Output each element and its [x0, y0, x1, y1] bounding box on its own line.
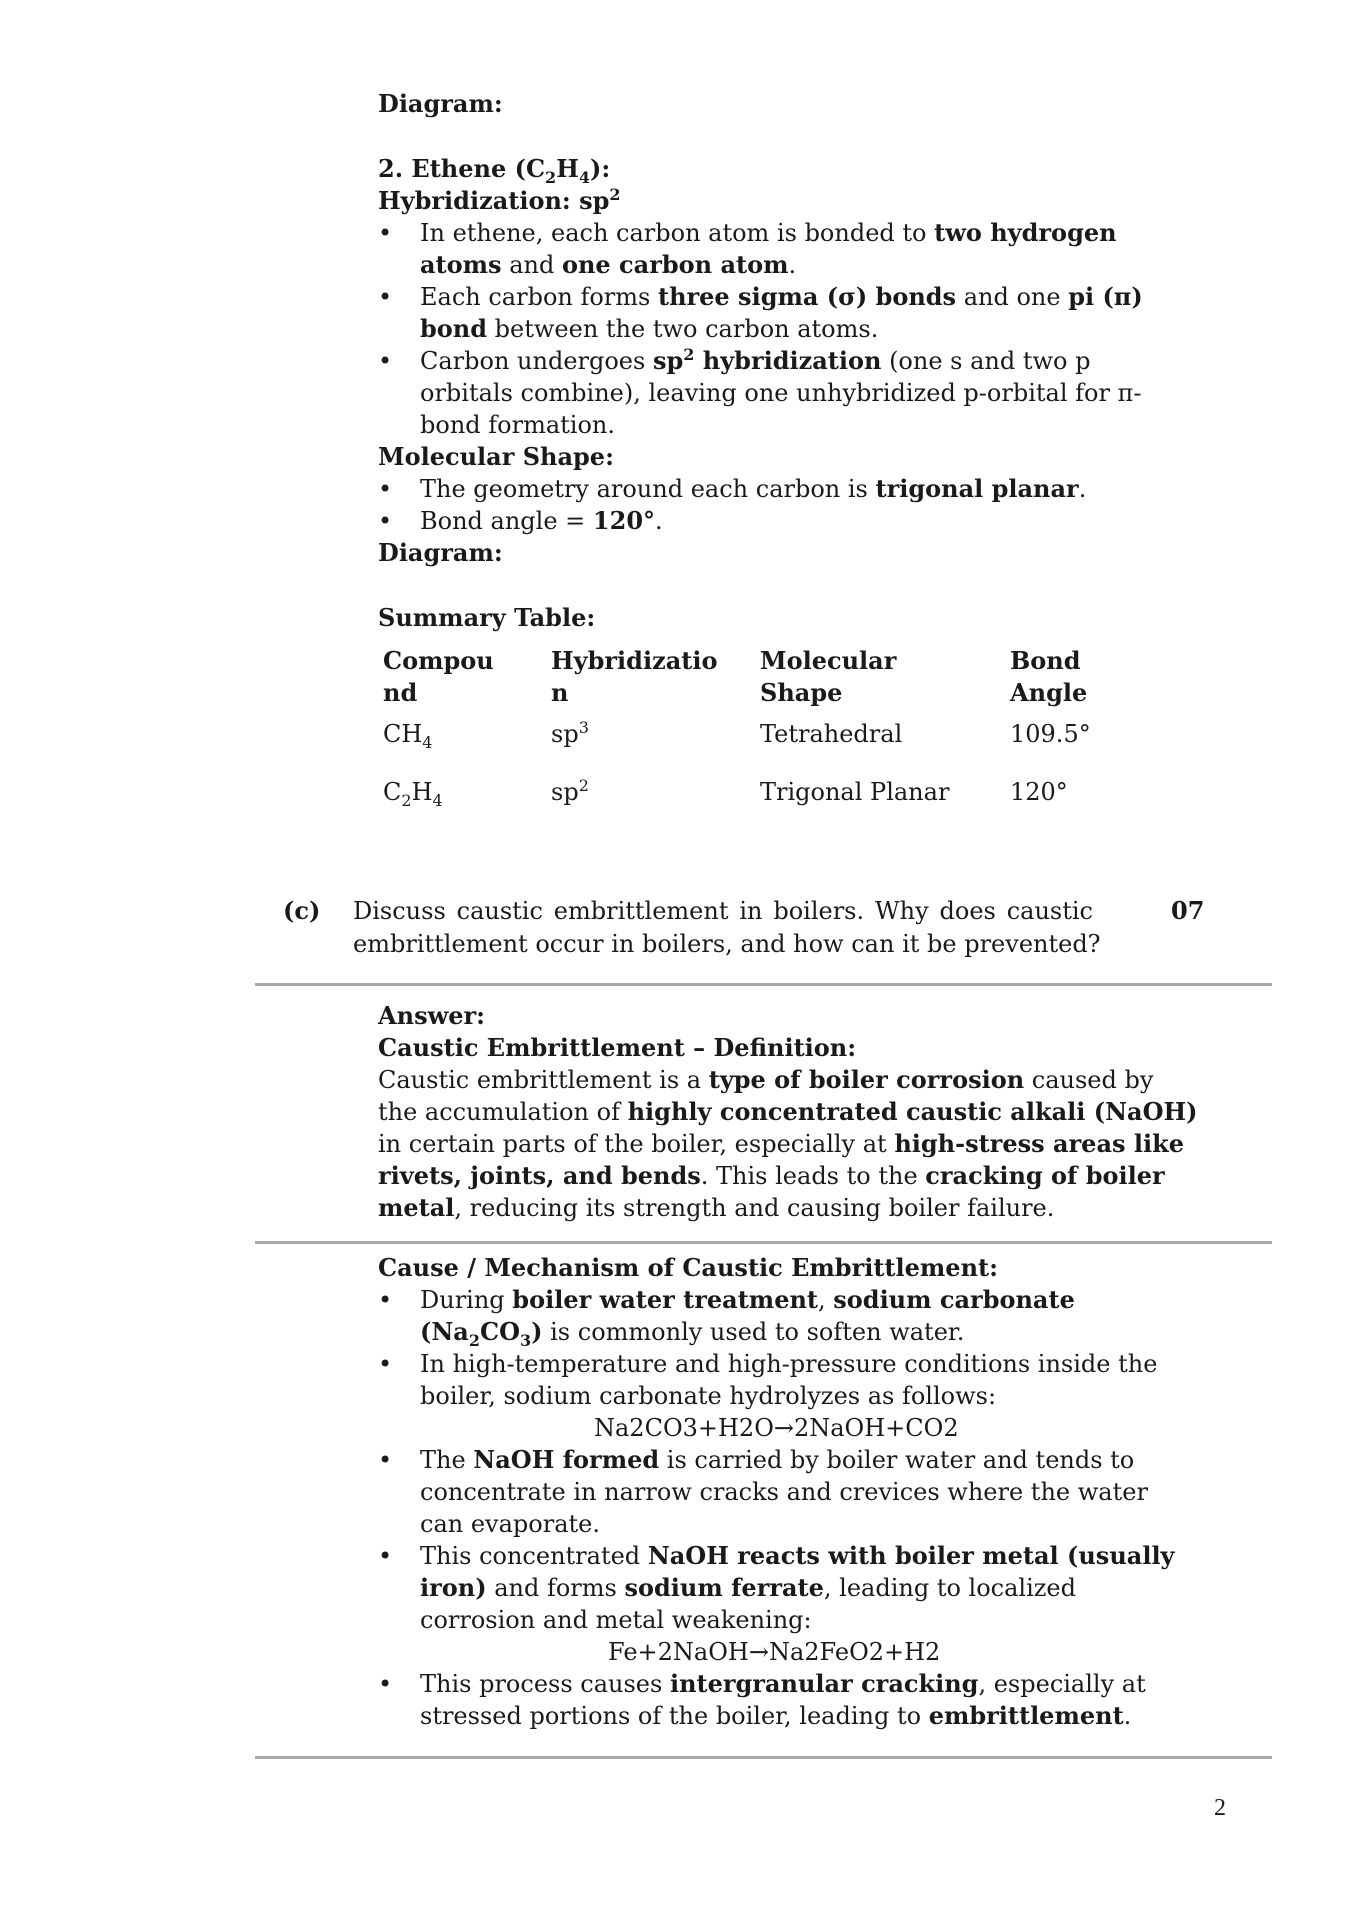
diagram-label: Diagram: — [378, 538, 503, 567]
cause-section — [378, 1248, 1278, 1748]
equation-2: Fe+2NaOH→Na2FeO2+H2 — [608, 1638, 941, 1666]
table-cell-compound: $CH_4$ — [383, 720, 433, 752]
bullet-icon: • — [378, 219, 393, 247]
bullet-icon: • — [378, 507, 393, 535]
bullet-icon: • — [378, 475, 393, 503]
summary-table-section — [378, 600, 1278, 820]
cause-bullet-5-line-1: This process causes intergranular cracking, especially at — [420, 1669, 1146, 1698]
definition-heading: Caustic Embrittlement – Definition: — [378, 1033, 857, 1062]
equation-1: Na2CO3+H2O→2NaOH+CO2 — [594, 1414, 959, 1442]
question-line-2: embrittlement occur in boilers, and how can it be prevented? — [353, 930, 1101, 958]
definition-line-1: Caustic embrittlement is a type of boiler corrosion caused by — [378, 1065, 1154, 1094]
ethene-bullet-1-line-2: atoms and one carbon atom. — [420, 250, 797, 279]
divider — [255, 1241, 1272, 1244]
answer-section — [378, 990, 1278, 1220]
table-cell-compound: $C_2H_4$ — [383, 778, 443, 810]
shape-bullet-1: The geometry around each carbon is trigonal planar. — [420, 474, 1087, 503]
divider — [255, 983, 1272, 986]
ethene-bullet-2-line-2: bond between the two carbon atoms. — [420, 314, 879, 343]
answer-label: Answer: — [378, 1001, 486, 1030]
table-cell-hybridization: $sp^3$ — [551, 718, 589, 748]
ethene-section — [378, 0, 1278, 590]
cause-bullet-1-line-2: $(Na_2CO_3)$ is commonly used to soften water. — [420, 1317, 965, 1350]
table-cell-angle: 109.5° — [1010, 720, 1091, 748]
bullet-icon: • — [378, 1670, 393, 1698]
cause-bullet-3-line-3: can evaporate. — [420, 1510, 600, 1538]
table-header-angle: Bond Angle — [1010, 646, 1088, 707]
table-cell-angle: 120° — [1010, 778, 1068, 806]
question-row — [0, 895, 1358, 975]
bullet-icon: • — [378, 1542, 393, 1570]
hybridization-label: Hybridization: $sp^2$ — [378, 185, 621, 215]
definition-line-2: the accumulation of highly concentrated caustic alkali (NaOH) — [378, 1097, 1198, 1126]
ethene-bullet-3-line-3: bond formation. — [420, 411, 615, 439]
table-cell-shape: Trigonal Planar — [760, 778, 950, 806]
summary-title: Summary Table: — [378, 603, 596, 632]
definition-line-3: in certain parts of the boiler, especially at high-stress areas like — [378, 1129, 1184, 1158]
question-label: (c) — [283, 896, 321, 925]
definition-line-4: rivets, joints, and bends. This leads to the cracking of boiler — [378, 1161, 1165, 1190]
shape-bullet-2: Bond angle = 120°. — [420, 506, 663, 535]
definition-line-5: metal, reducing its strength and causing boiler failure. — [378, 1193, 1055, 1222]
cause-bullet-4-line-1: This concentrated NaOH reacts with boiler metal (usually — [420, 1541, 1175, 1570]
cause-bullet-2-line-2: boiler, sodium carbonate hydrolyzes as follows: — [420, 1382, 997, 1410]
ethene-bullet-2-line-1: Each carbon forms three sigma (σ) bonds and one pi (π) — [420, 282, 1143, 311]
ethene-bullet-3-line-1: Carbon undergoes $sp^2$ hybridization (one s and two p — [420, 345, 1091, 375]
cause-bullet-5-line-2: stressed portions of the boiler, leading to embrittlement. — [420, 1701, 1132, 1730]
cause-bullet-3-line-1: The NaOH formed is carried by boiler water and tends to — [420, 1445, 1135, 1474]
ethene-bullet-1-line-1: In ethene, each carbon atom is bonded to two hydrogen — [420, 218, 1117, 247]
cause-heading: Cause / Mechanism of Caustic Embrittlement: — [378, 1253, 998, 1282]
divider — [255, 1756, 1272, 1759]
cause-bullet-4-line-3: corrosion and metal weakening: — [420, 1606, 812, 1634]
bullet-icon: • — [378, 283, 393, 311]
cause-bullet-3-line-2: concentrate in narrow cracks and crevices where the water — [420, 1478, 1148, 1506]
molecular-shape-label: Molecular Shape: — [378, 442, 614, 471]
bullet-icon: • — [378, 1350, 393, 1378]
cause-bullet-4-line-2: iron) and forms sodium ferrate, leading to localized — [420, 1573, 1076, 1602]
diagram-label: Diagram: — [378, 89, 503, 118]
question-line-1: Discuss caustic embrittlement in boilers. Why does caustic — [353, 897, 1093, 925]
question-marks: 07 — [1171, 896, 1205, 925]
cause-bullet-2-line-1: In high-temperature and high-pressure conditions inside the — [420, 1350, 1158, 1378]
ethene-heading: 2. Ethene $(C_2H_4)$: — [378, 154, 611, 187]
ethene-bullet-3-line-2: orbitals combine), leaving one unhybridized p-orbital for π- — [420, 379, 1142, 407]
page-number: 2 — [1214, 1795, 1226, 1821]
table-header-shape: Molecular Shape — [760, 646, 897, 707]
table-cell-hybridization: $sp^2$ — [551, 776, 589, 806]
table-header-hybridization: Hybridizatio n — [551, 646, 718, 707]
bullet-icon: • — [378, 1446, 393, 1474]
bullet-icon: • — [378, 1286, 393, 1314]
table-header-compound: Compou nd — [383, 646, 494, 707]
table-cell-shape: Tetrahedral — [760, 720, 903, 748]
cause-bullet-1-line-1: During boiler water treatment, sodium carbonate — [420, 1285, 1075, 1314]
bullet-icon: • — [378, 347, 393, 375]
